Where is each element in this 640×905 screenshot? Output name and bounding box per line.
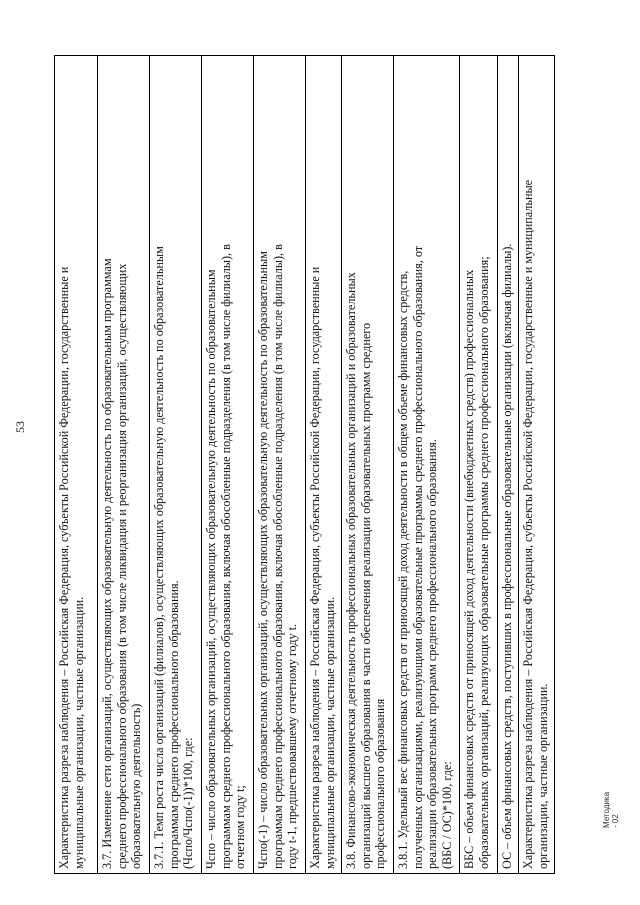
cell-text: программам среднего профессионального образования. <box>166 580 181 869</box>
rotated-page-content <box>54 56 554 874</box>
table-row <box>98 56 150 874</box>
cell-text: Характеристика разреза наблюдения – Российская Федерация, субъекты Российской Федерации, государственные и <box>57 266 71 869</box>
cell-text: муниципальные организации, частные организации. <box>322 596 337 869</box>
cell-text: организаций высшего образования в части обеспечения реализации образовательных программ среднего <box>358 322 373 869</box>
footer-note: Методика - 02 <box>602 791 620 828</box>
cell-text: организации, частные организации. <box>535 683 550 869</box>
cell-text: муниципальные организации, частные организации. <box>71 596 86 869</box>
cell-text: реализации образовательных программ среднего профессионального образования. <box>425 439 439 869</box>
cell-text: отчетном году t; <box>233 785 247 869</box>
cell-text: 3.8.1. Удельный вес финансовых средств от приносящей доход деятельности в общем объеме финансовых средств, <box>396 270 410 869</box>
indicator-table <box>54 55 555 874</box>
page-number: 53 <box>13 421 27 433</box>
table-cell <box>498 56 519 874</box>
cell-text: образовательную деятельность) <box>129 703 143 869</box>
cell-text: 3.7.1. Темп роста числа организаций (филиалов), осуществляющих образовательную деятельность по образовательным <box>152 246 166 869</box>
cell-text: Чспо(-1) – число образовательных организаций, осуществляющих образовательную деятельность по образовательным <box>256 251 270 869</box>
table-cell <box>254 56 306 874</box>
cell-text: среднего профессионального образования (в том числе ликвидация и реорганизация организаций, осуществляющих <box>114 263 129 869</box>
table-row <box>202 56 254 874</box>
cell-text: Характеристика разреза наблюдения – Российская Федерация, субъекты Российской Федерации, государственные и <box>308 266 322 869</box>
cell-text: полученных организациями, реализующими образовательные программы среднего профессионального образования, от <box>410 245 425 869</box>
table-cell <box>519 56 555 874</box>
cell-text: (ВБС / ОС)*100, где: <box>439 761 454 869</box>
table-row <box>254 56 306 874</box>
table-row <box>55 56 98 874</box>
table-cell <box>150 56 202 874</box>
table-cell <box>306 56 342 874</box>
table-cell <box>202 56 254 874</box>
cell-text: 3.7. Изменение сети организаций, осуществляющих образовательную деятельность по образовательным программам <box>100 258 114 869</box>
table-row <box>306 56 342 874</box>
table-row <box>519 56 555 874</box>
table-cell <box>342 56 394 874</box>
cell-text: Чспо – число образовательных организаций, осуществляющих образовательную деятельность по образовательным <box>204 269 218 869</box>
cell-text: 3.8. Финансово-экономическая деятельность профессиональных образовательных организаций и образовательных <box>344 272 358 869</box>
table-row <box>460 56 498 874</box>
cell-text: профессионального образования <box>373 698 387 869</box>
table-cell <box>55 56 98 874</box>
table-row <box>342 56 394 874</box>
cell-text: ОС – объем финансовых средств, поступивших в профессиональные образовательные организации (включая филиалы). <box>500 243 514 869</box>
cell-text: Характеристика разреза наблюдения – Российская Федерация, субъекты Российской Федерации, государственные и муниципальные <box>521 179 535 869</box>
table-row <box>150 56 202 874</box>
table-cell <box>98 56 150 874</box>
cell-text: ВБС – объем финансовых средств от приносящей доход деятельности (внебюджетных средств) профессиональных <box>462 269 476 869</box>
cell-text: году t-1, предшествовавшему отчетному году t. <box>285 623 299 869</box>
cell-text: программам среднего профессионального образования, включая обособленные подразделения (в том числе филиалы), в <box>218 244 233 869</box>
cell-text: образовательных организаций, реализующих образовательные программы среднего профессионального образования; <box>476 256 491 869</box>
table-cell <box>394 56 460 874</box>
cell-text: программам среднего профессионального образования, включая обособленные подразделения (в том числе филиалы), в <box>270 244 285 869</box>
table-cell <box>460 56 498 874</box>
table-row <box>394 56 460 874</box>
cell-text: (Чспо/Чспо(-1))*100, где: <box>181 737 195 869</box>
table-row <box>498 56 519 874</box>
